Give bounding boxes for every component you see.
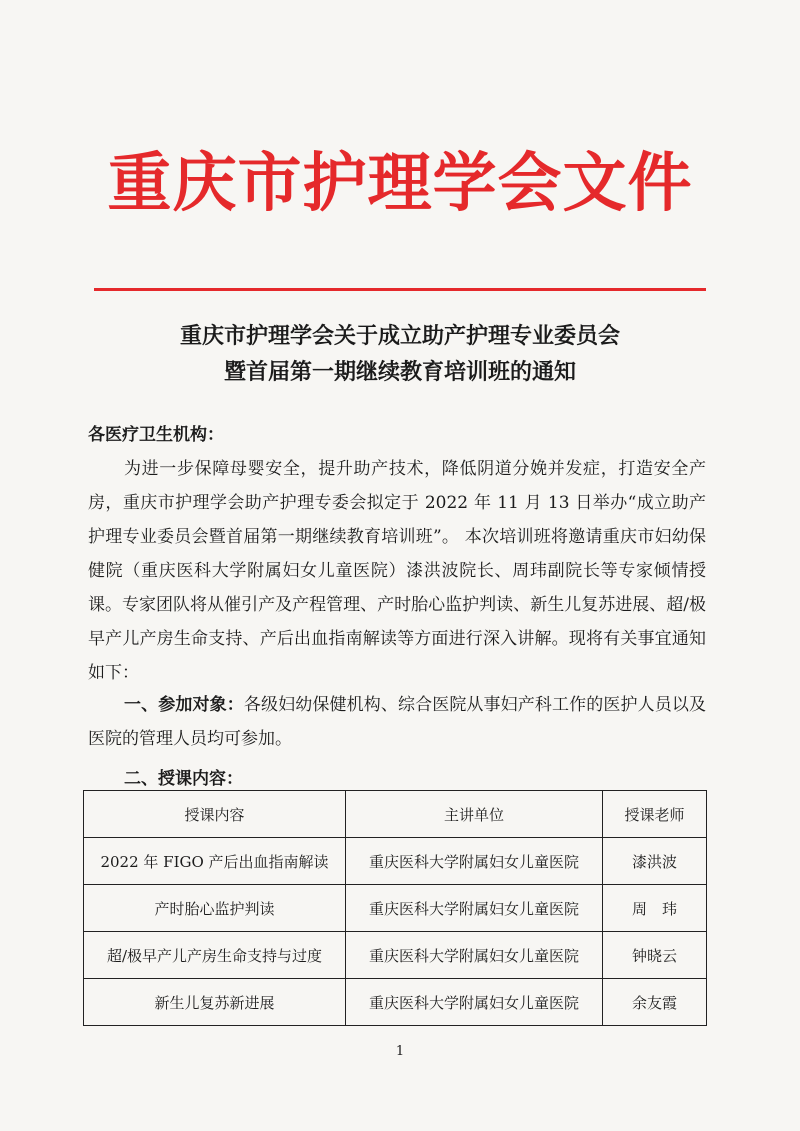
table-row: [84, 838, 707, 885]
table-cell: 周 玮: [603, 885, 707, 932]
table-cell: 重庆医科大学附属妇女儿童医院: [346, 838, 603, 885]
table-cell: 新生儿复苏新进展: [84, 979, 346, 1026]
table-cell: 重庆医科大学附属妇女儿童医院: [346, 932, 603, 979]
table-cell: 钟晓云: [603, 932, 707, 979]
letterhead-divider: [94, 288, 706, 291]
salutation: 各医疗卫生机构：: [88, 425, 224, 445]
section-one-heading: 一、参加对象：: [124, 695, 244, 715]
table-row: [84, 932, 707, 979]
letterhead-title: 重庆市护理学会文件: [107, 146, 693, 221]
table-row: [84, 979, 707, 1026]
table-row: [84, 885, 707, 932]
notice-title-line1: 重庆市护理学会关于成立助产护理专业委员会: [179, 323, 620, 349]
table-cell: 重庆医科大学附属妇女儿童医院: [346, 979, 603, 1026]
table-cell: 重庆医科大学附属妇女儿童医院: [346, 885, 603, 932]
notice-title: [0, 318, 800, 390]
course-table: [83, 790, 707, 1026]
table-cell: 超/极早产儿产房生命支持与过度: [84, 932, 346, 979]
notice-title-line2: 暨首届第一期继续教育培训班的通知: [223, 359, 576, 385]
table-header-cell: 主讲单位: [346, 791, 603, 838]
table-header-cell: 授课老师: [603, 791, 707, 838]
table-cell: 2022 年 FIGO 产后出血指南解读: [84, 838, 346, 885]
table-cell: 漆洪波: [603, 838, 707, 885]
section-one: [88, 688, 706, 756]
table-header-row: [84, 791, 707, 838]
table-cell: 余友霞: [603, 979, 707, 1026]
section-one-text: 各级妇幼保健机构、综合医院从事妇产科工作的医护人员以及医院的管理人员均可参加。: [88, 695, 707, 749]
section-two-heading: 二、授课内容：: [124, 769, 243, 789]
intro-paragraph: 为进一步保障母婴安全，提升助产技术，降低阴道分娩并发症，打造安全产房，重庆市护理学会助产护理专委会拟定于 2022 年 11 月 13 日举办“成立助产护理专业委员会暨首届第一期继续教育培训班”。 本次培训班将邀请重庆市妇幼保健院（重庆医科大学附属妇女儿童医院）漆洪波院长、周玮副院长等专家倾情授课。专家团队将从催引产及产程管理、产时胎心监护判读、新生儿复苏进展、超/极早产儿产房生命支持、产后出血指南解读等方面进行深入讲解。现将有关事宜通知如下：: [88, 459, 706, 683]
table-header-cell: 授课内容: [84, 791, 346, 838]
page-number: 1: [395, 1044, 405, 1059]
table-cell: 产时胎心监护判读: [84, 885, 346, 932]
